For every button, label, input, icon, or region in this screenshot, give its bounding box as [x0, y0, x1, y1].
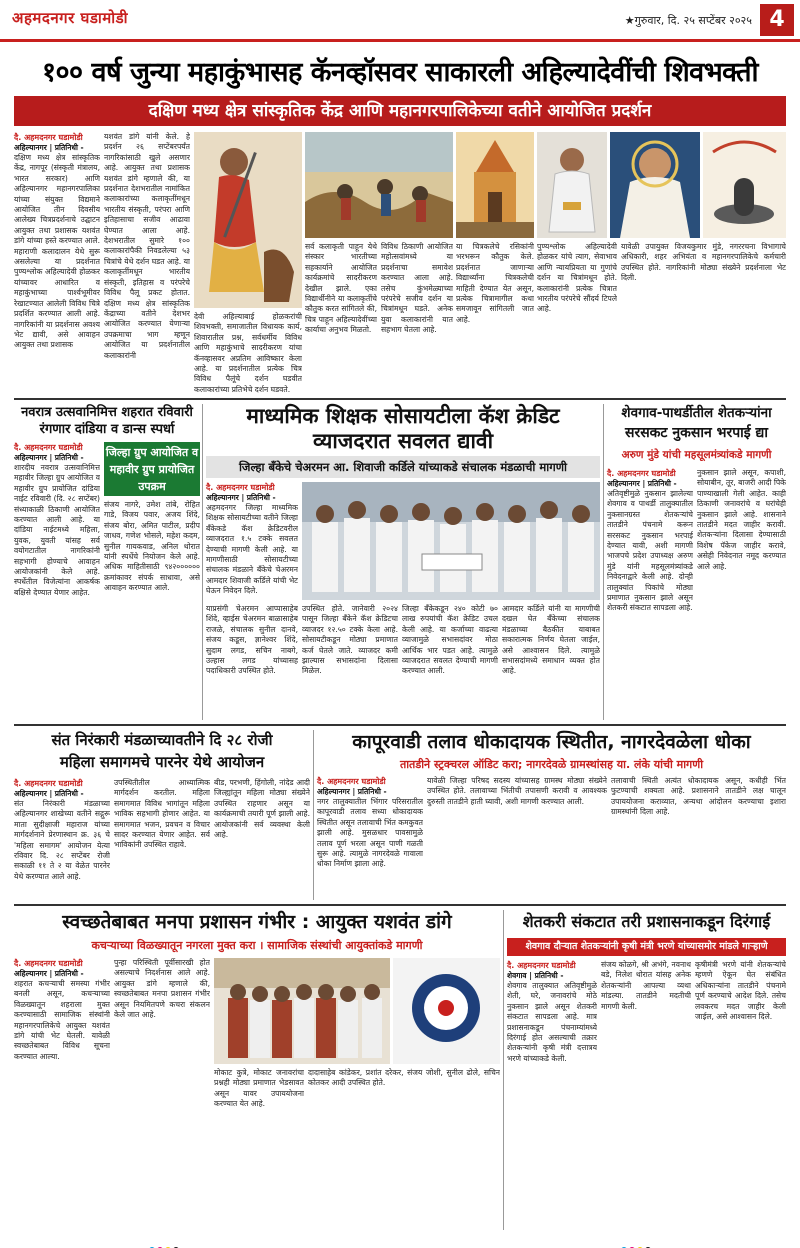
byline: दै. अहमदनगर घडामोडी [206, 483, 275, 492]
clean-subheadline: कचऱ्याच्या विळख्यातून नगरला मुक्त करा । सामाजिक संस्थांची आयुक्तांकडे मागणी [91, 939, 423, 952]
photo-delegation-meeting [302, 482, 600, 600]
byline: दै. अहमदनगर घडामोडी [14, 133, 83, 142]
farmers-column-2: नुकसान झाले असून, कपाशी, सोयाबीन, तूर, बाजरी आदी पिके पाण्याखाली गेली आहेत. काही ठिकाणी जनावरांचे व घरांचेही नुकसान झाले आहे. शासनाने तातडीने मदत जाहीर करावी. शेतकऱ्यांना दिलासा देण्यासाठी विशेष पॅकेज जाहीर करावे, असेही निवेदनात नमूद करण्यात आले आहे. [697, 468, 786, 571]
nirankari-column-1 [14, 778, 110, 899]
crisis-column-1 [507, 960, 597, 1227]
article-text: संत निरंकारी मंडळाच्या अहिल्यानगर शाखेच्या वतीने सद्गुरू माता सुदीक्षाजी महाराज यांच्या मार्गदर्शनाने प्रेरणास्थान क्र. ३६ चे 'महिला समागम' आयोजन येत्या रविवार दि. २८ सप्टेंबर रोजी सकाळी ११ ते २ या वेळेत पारनेर येथे करण्यात आले आहे. [14, 799, 110, 881]
article-text: दक्षिण मध्य क्षेत्र सांस्कृतिक केंद्र, नागपूर (संस्कृती मंत्रालय, भारत सरकार) आणि अहिल्यानगर महानगरपालिका यांच्या संयुक्त विद्यमाने आयोजित तीन दिवसीय आलेख्य चित्रप्रदर्शनाचे उद्घाटन आयुक्त तथा प्रशासक यशवंत डांगे यांच्या हस्ते करण्यात आले. महाराणी कलादालन येथे सुरू असलेल्या या प्रदर्शनात पुण्यश्लोक अहिल्यादेवी होळकर यांच्यावर आधारित व महाकुंभाच्या पार्श्वभूमीवर रेखाटण्यात आलेली विविध चित्रे प्रदर्शित करण्यात आली आहे. नागरिकांनी या प्रदर्शनास अवश्य भेट द्यावी, असे आवाहन आयुक्त तथा प्रशासक [14, 153, 100, 350]
crisis-column-2: संजय कोळगे, श्री अभंगे, नवनाथ बडे, निलेश थोरात यांसह अनेक शेतकऱ्यांनी आपल्या व्यथा मांडल्या. तातडीने मदतीची मागणी केली. [601, 960, 691, 1011]
lead-column-6: या चित्रकलेचे रसिकांनी भरभरून कौतुक केले. प्रदर्शनात जाणाऱ्या विद्यार्थ्यांना चित्रकलेची माहिती देण्यात येत असून, प्रत्येक चित्रामागील कथा समजावून सांगितली जात आहे. [456, 242, 534, 324]
navratri-headline: नवरात्र उत्सवानिमित्त शहरात रविवारी रंगणार दांडिया व डान्स स्पर्धा [21, 405, 193, 437]
divider [503, 910, 504, 1230]
dateline: अहिल्यानगर | प्रतिनिधी - [317, 787, 387, 796]
lake-column-2: यावेळी जिल्हा परिषद सदस्य यांच्यासह ग्रामस्थ मोठ्या संख्येने उपस्थित होते. तलावाच्या भिंतीची तपासणी करावी व आवश्यक दुरुस्ती तातडीने हाती घ्यावी, अशी मागणी करण्यात आली. [427, 776, 607, 806]
byline: दै. अहमदनगर घडामोडी [317, 777, 386, 786]
color-dots-right [620, 1238, 652, 1248]
page-number: 4 [760, 4, 794, 36]
lead-column-2: यशवंत डांगे यांनी केले. हे प्रदर्शन २६ सप्टेंबरपर्यंत नागरिकांसाठी खुले असणार आहे. आयुक्त तथा प्रशासक यशवंत डांगे म्हणाले की, या प्रदर्शनात देशभरातील नामांकित कलाकारांच्या कलाकृतींमधून भारतीय संस्कृती, परंपरा आणि इतिहासाचा सजीव आढावा घेण्यात आला आहे. देशभरातील सुमारे १०० कलाकारांपैकी निवडलेल्या ५३ चित्रांचे येथे दर्शन घडत आहे. या कलाकृतींमधून भारतीय संस्कृती, इतिहास व परंपरेचे विविध पैलू प्रकट होतात. दक्षिण मध्य क्षेत्र सांस्कृतिक केंद्राच्या वतीने देशभर आयोजित करण्यात येणाऱ्या उपक्रमाचा भाग म्हणून आयोजित या प्रदर्शनातील कलाकारांनी [104, 132, 190, 360]
byline: दै. अहमदनगर घडामोडी [14, 959, 83, 968]
lead-column-3: देवी अहिल्याबाई होळकरांची शिवभक्ती, समाजातील विधायक कार्य, शिवारातील प्रश्न, सर्वधर्मीय विविध आणि महाकुंभाचे सादरीकरण यांचा कॅनव्हासवर अप्रतिम आविष्कार केला आहे. या प्रदर्शनातील प्रत्येक चित्र विविध पैलूंचे दर्शन घडवीत कलाकारांच्या प्रतिभेचे दर्शन घडवते. [194, 312, 302, 394]
lead-banner: दक्षिण मध्य क्षेत्र सांस्कृतिक केंद्र आणि महानगरपालिकेच्या वतीने आयोजित प्रदर्शन [14, 96, 786, 126]
navratri-green-box: जिल्हा ग्रुप आयोजित व महावीर ग्रुप प्रायोजित उपक्रम [104, 442, 200, 496]
dateline: अहिल्यानगर | प्रतिनिधी - [607, 479, 677, 488]
divider [202, 404, 203, 720]
divider [14, 904, 786, 906]
crisis-subheadline: शेवगाव दौऱ्यात शेतकऱ्यांनी कृषी मंत्री भरणे यांच्यासमोर मांडले गाऱ्हाणे [507, 938, 786, 956]
farmers-headline-line2: सरसकट नुकसान भरपाई द्या [625, 425, 768, 441]
divider [603, 404, 604, 720]
farmers-column-1 [607, 468, 693, 719]
clean-column-2: पुन्हा परिस्थिती पूर्वीसारखी होत असल्याचे निदर्शनास आले आहे. आयुक्त डांगे म्हणाले की, स्वच्छतेबाबत मनपा प्रशासन गंभीर असून नियमितपणे कचरा संकलन केले जात आहे. [114, 958, 210, 1020]
dateline: अहिल्यानगर | प्रतिनिधी - [14, 969, 84, 978]
lake-column-3: तलावाची स्थिती अत्यंत धोकादायक असून, कधीही भिंत फुटण्याची शक्यता आहे. प्रशासनाने तातडीने लक्ष घालून उपाययोजना कराव्यात, अन्यथा आंदोलन करण्याचा इशारा ग्रामस्थांनी दिला आहे. [611, 776, 786, 817]
lake-column-1 [317, 776, 423, 899]
article-text: नगर तालुक्यातील भिंगार परिसरातील कापूरवाडी तलाव सध्या धोकादायक स्थितीत असून तलावाची भिंत कमकुवत झाली आहे. मुसळधार पावसामुळे तलाव पूर्ण भरला असून पाणी गळती सुरू आहे. त्यामुळे नागरदेवळे गावाला धोका निर्माण झाला आहे. [317, 797, 423, 869]
dateline: अहिल्यानगर | प्रतिनिधी - [14, 789, 84, 798]
lead-column-7: पुण्यश्लोक अहिल्यादेवी होळकर यांचे त्याग, सेवाभाव आणि न्यायप्रियता या गुणांचे दर्शन या चित्रांमधून होते. कलाकारांनी प्रत्येक चित्रात भारतीय परंपरेचे सौंदर्य टिपले आहे. [537, 242, 617, 314]
painting-warrior-queen [194, 132, 302, 308]
teacher-column-3: उपस्थित होते. जानेवारी २०२४ पासून जिल्हा बँकेने कॅश क्रेडिटचा व्याजदर १२.५० टक्के केला आहे. सोसायटीकडून मोठ्या प्रमाणात कर्ज घेतले जाते. व्याजदर कमी झाल्यास सभासदांना दिलासा मिळेल. [302, 604, 398, 676]
divider [14, 398, 786, 400]
color-dots-left [148, 1238, 180, 1248]
nirankari-headline-line2: महिला समागमचे पारनेर येथे आयोजन [59, 753, 265, 771]
lead-column-4: सर्व कलाकृती पाहून येथे संस्कार भारतीच्या सहकार्याने आयोजित कार्यक्रमांचे सादरीकरण देखील झाले. एका विद्यार्थीनीने या कलाकृतींचे कौतुक करत सांगितले की, चित्र पाहून अहिल्यादेवींच्या कार्याचा अनुभव मिळतो. [305, 242, 377, 335]
photo-commissioner-meeting [214, 958, 390, 1064]
byline: दै. अहमदनगर घडामोडी [14, 443, 83, 452]
divider [313, 730, 314, 900]
newspaper-logo: अहमदनगर घडामोडी [12, 9, 129, 27]
article-text: अहमदनगर जिल्हा माध्यमिक शिक्षक सोसायटीच्या वतीने जिल्हा बँकेकडे कॅश क्रेडिटवरील व्याजदरात १.५ टक्के सवलत देण्याची मागणी केली आहे. या मागणीसाठी सोसायटीच्या संचालक मंडळाने बँकेचे चेअरमन आमदार शिवाजी कर्डिले यांची भेट घेऊन निवेदन दिले. [206, 503, 298, 596]
farmers-headline-line1: शेवगाव-पाथर्डीतील शेतकऱ्यांना [621, 405, 772, 421]
byline: दै. अहमदनगर घडामोडी [14, 779, 83, 788]
navratri-column-2: संजय नागरे, उमेश तांबे, रोहित गाडे, विजय पवार, अजय शिंदे, संजय बोरा, अमित पाटील, प्रदीप जाधव, गणेश भोसले, महेश कदम, सुनील गायकवाड, अनिल थोरात यांनी स्पर्धेचे नियोजन केले आहे. अधिक माहितीसाठी ९४२०००००० क्रमांकावर संपर्क साधावा, असे आवाहन करण्यात आले. [104, 500, 200, 593]
photo-emblem [393, 958, 500, 1064]
lead-column-8: यावेळी उपायुक्त विजयकुमार मुंडे, नगररचना विभागाचे अधिकारी, शहर अभियंता व महानगरपालिकेचे कर्मचारी उपस्थित होते. नागरिकांनी मोठ्या संख्येने प्रदर्शनाला भेट दिली. [621, 242, 786, 283]
nirankari-headline-line1: संत निरंकारी मंडळाच्यावतीने दि २८ रोजी [51, 731, 273, 749]
crisis-headline: शेतकरी संकटात तरी प्रशासनाकडून दिरंगाई [522, 912, 771, 931]
lake-subheadline: तातडीने स्ट्रक्चरल ऑडिट करा; नागरदेवळे ग्रामस्थांसह या. लंके यांची मागणी [399, 758, 704, 771]
issue-date: ★गुरुवार, दि. २५ सप्टेंबर २०२५ [624, 14, 752, 27]
lead-headline: १०० वर्ष जुन्या महाकुंभासह कॅनव्हॉसवर साकारली अहिल्यादेवींची शिवभक्ती [41, 57, 759, 88]
painting-queen-portrait [610, 132, 700, 238]
painting-battle-scene [305, 132, 453, 238]
crisis-column-3: कृषीमंत्री भरणे यांनी शेतकऱ्यांचे म्हणणे ऐकून घेत संबंधित अधिकाऱ्यांना तातडीने पंचनामे पूर्ण करण्याचे आदेश दिले. तसेच लवकरच मदत जाहीर केली जाईल, असे आश्वासन दिले. [695, 960, 786, 1022]
teacher-headline: माध्यमिक शिक्षक सोसायटीला कॅश क्रेडिट व्याजदरात सवलत द्यावी [246, 404, 560, 453]
teacher-column-1 [206, 482, 298, 598]
lead-column-1 [14, 132, 100, 403]
article-text: शेवगाव तालुक्यात अतिवृष्टीमुळे शेती, घरे, जनावरांचे मोठे नुकसान झाले असून शेतकरी संकटात सापडला आहे. मात्र प्रशासनाकडून पंचनाम्यांमध्ये दिरंगाई होत असल्याची तक्रार शेतकऱ्यांनी कृषी मंत्री दत्तात्रय भरणे यांच्याकडे केली. [507, 981, 597, 1063]
teacher-column-2: याप्रसंगी चेअरमन आप्पासाहेब शिंदे, व्हाईस चेअरमन बाळासाहेब राजळे, संचालक सुनील दानवे, संजय कडूस, ज्ञानेश्वर शिंदे, सुदाम लगड, सचिन नाबगे, उल्हास लगड यांच्यासह पदाधिकारी उपस्थित होते. [206, 604, 298, 676]
byline: दै. अहमदनगर घडामोडी [607, 469, 676, 478]
painting-shiva-linga [703, 132, 786, 238]
clean-column-3: मोकाट कुत्रे, मोकाट जनावरांचा प्रश्नही मोठ्या प्रमाणात भेडसावत असून यावर उपाययोजना करण्यात येत आहे. [214, 1068, 304, 1109]
painting-temple [456, 132, 534, 238]
divider [14, 724, 786, 726]
article-text: शारदीय नवरात्र उत्सवानिमित्त महावीर जिल्हा ग्रुप आयोजित व महावीर ग्रुप प्रायोजित दांडिया नाईट रविवारी (दि. २८ सप्टेंबर) संध्याकाळी ठिकाणी आयोजित करण्यात आली आहे. या दांडिया नाईटमध्ये महिला, युवक, युवती यांसह सर्व वयोगटातील नागरिकांनी सहभागी होण्याचे आवाहन आयोजकांनी केले आहे. स्पर्धेतील विजेत्यांना आकर्षक बक्षिसे देण्यात येणार आहेत. [14, 463, 100, 597]
article-text: अतिवृष्टीमुळे नुकसान झालेल्या शेवगाव व पाथर्डी तालुक्यातील नुकसानग्रस्त शेतकऱ्यांचे तातडीने पंचनामे करून सरसकट नुकसान भरपाई देण्यात यावी, अशी मागणी भाजपचे प्रदेश उपाध्यक्ष अरुण मुंडे यांनी महसूलमंत्र्यांकडे निवेदनाद्वारे केली आहे. दोन्ही तालुक्यांत पिकांचे मोठ्या प्रमाणात नुकसान झाले असून शेतकरी संकटात सापडला आहे. [607, 489, 693, 613]
clean-column-1 [14, 958, 110, 1227]
lake-headline: कापूरवाडी तलाव धोकादायक स्थितीत, नागरदेवळेला धोका [352, 731, 751, 753]
dateline: अहिल्यानगर | प्रतिनिधी - [14, 143, 84, 152]
dateline: अहिल्यानगर | प्रतिनिधी - [206, 493, 276, 502]
masthead [0, 0, 800, 42]
byline: दै. अहमदनगर घडामोडी [507, 961, 576, 970]
nirankari-column-3: बीड, परभणी, हिंगोली, नांदेड आदी जिल्ह्यांतून महिला मोठ्या संख्येने उपस्थित राहणार असून या कार्यक्रमाची तयारी पूर्ण झाली आहे. आयोजकांनी सर्व व्यवस्था केली आहे. [214, 778, 310, 840]
teacher-subheadline: जिल्हा बँकेचे चेअरमन आ. शिवाजी कर्डिले यांच्याकडे संचालक मंडळाची मागणी [206, 456, 600, 478]
print-registration-marks [0, 1236, 800, 1248]
article-text: शहरात कचऱ्याची समस्या गंभीर बनली असून, कचऱ्याच्या विळख्यातून शहराला मुक्त करण्यासाठी सामाजिक संस्थांनी महानगरपालिकेचे आयुक्त यशवंत डांगे यांची भेट घेतली. यावेळी स्वच्छतेबाबत विविध सूचना करण्यात आल्या. [14, 979, 110, 1061]
clean-headline: स्वच्छतेबाबत मनपा प्रशासन गंभीर : आयुक्त यशवंत डांगे [62, 911, 452, 933]
nirankari-column-2: उपस्थितीतील आध्यात्मिक मार्गदर्शन करतील. महिला समागमात विविध भागांतून महिला भाविक सहभागी होणार आहेत. या समागमात भजन, प्रवचन व विचार सादर करण्यात येणार आहेत. सर्व भाविकांनी उपस्थित राहावे. [114, 778, 210, 850]
clean-column-4: दादासाहेब कांडेकर, प्रशांत दरेकर, संजय जोशी, सुनील ढोले, सचिन कोतकर आदी उपस्थित होते. [308, 1068, 500, 1088]
dateline: अहिल्यानगर | प्रतिनिधी - [14, 453, 84, 462]
farmers-subheadline: अरुण मुंडे यांची महसूलमंत्र्यांकडे मागणी [621, 449, 772, 461]
painting-devotee [537, 132, 607, 238]
lead-column-5: विविध ठिकाणी आयोजित महोत्सवांमध्ये या प्रदर्शनाचा समावेश करण्यात आला आहे. तसेच कुंभमेळ्याच्या परंपरेचे सजीव दर्शन या चित्रांमधून घडते. अनेक युवा कलाकारांनी यात सहभाग घेतला आहे. [381, 242, 453, 335]
dateline: शेवगाव | प्रतिनिधी - [507, 971, 564, 980]
navratri-column-1 [14, 442, 100, 719]
teacher-column-5: आमदार कर्डिले यांनी या मागणीची दखल घेत बँकेच्या संचालक मंडळाच्या बैठकीत याबाबत सकारात्मक निर्णय घेतला जाईल, असे आश्वासन दिले. त्यामुळे सभासदांमध्ये समाधान व्यक्त होत आहे. [502, 604, 600, 676]
teacher-column-4: जिल्हा बँकेकडून २४० कोटी ७० लाख रुपयांची कॅश क्रेडिट उचल केली आहे. या कर्जाच्या वाढत्या व्याजामुळे सभासदांवर मोठा आर्थिक भार पडत आहे. त्यामुळे व्याजदरात सवलत देण्याची मागणी करण्यात आली. [402, 604, 498, 676]
